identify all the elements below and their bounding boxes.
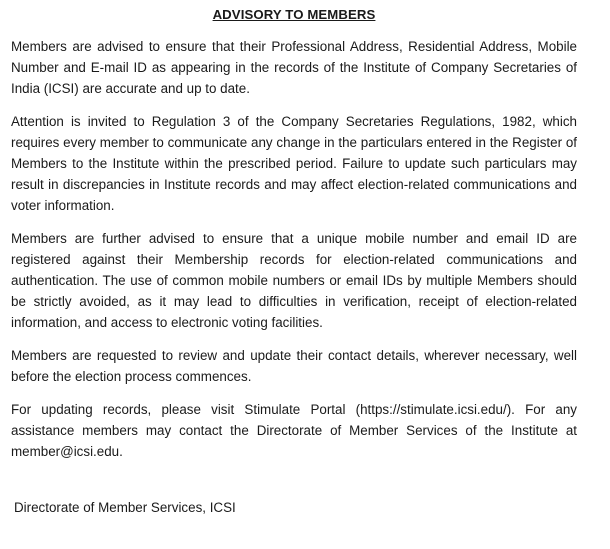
paragraph-update-portal: For updating records, please visit Stimulate Portal (https://stimulate.icsi.edu/). For any assistance members may contact the Directorate of Member Services of the Institute at member@icsi.edu.: [11, 402, 577, 459]
advisory-document: [11, 0, 577, 462]
paragraph-contact-accuracy: Members are advised to ensure that their Professional Address, Residential Address, Mobile Number and E-mail ID as appearing in the records of the Institute of Company Secretaries of India (ICSI) are accurate and up to date.: [11, 39, 577, 96]
paragraph-review-request: Members are requested to review and update their contact details, wherever necessary, well before the election process commences.: [11, 348, 577, 384]
paragraph-unique-contact: Members are further advised to ensure that a unique mobile number and email ID are registered against their Membership records for election-related communications and authentication. The use of common mobile numbers or email IDs by multiple Members should be strictly avoided, as it may lead to difficulties in verification, receipt of election-related information, and access to electronic voting facilities.: [11, 231, 577, 330]
paragraph-regulation-3: Attention is invited to Regulation 3 of the Company Secretaries Regulations, 1982, which requires every member to communicate any change in the particulars entered in the Register of Members to the Institute within the prescribed period. Failure to update such particulars may result in discrepancies in Institute records and may affect election-related communications and voter information.: [11, 114, 577, 213]
advisory-title: ADVISORY TO MEMBERS: [212, 7, 376, 22]
signature-line: Directorate of Member Services, ICSI: [14, 500, 236, 515]
